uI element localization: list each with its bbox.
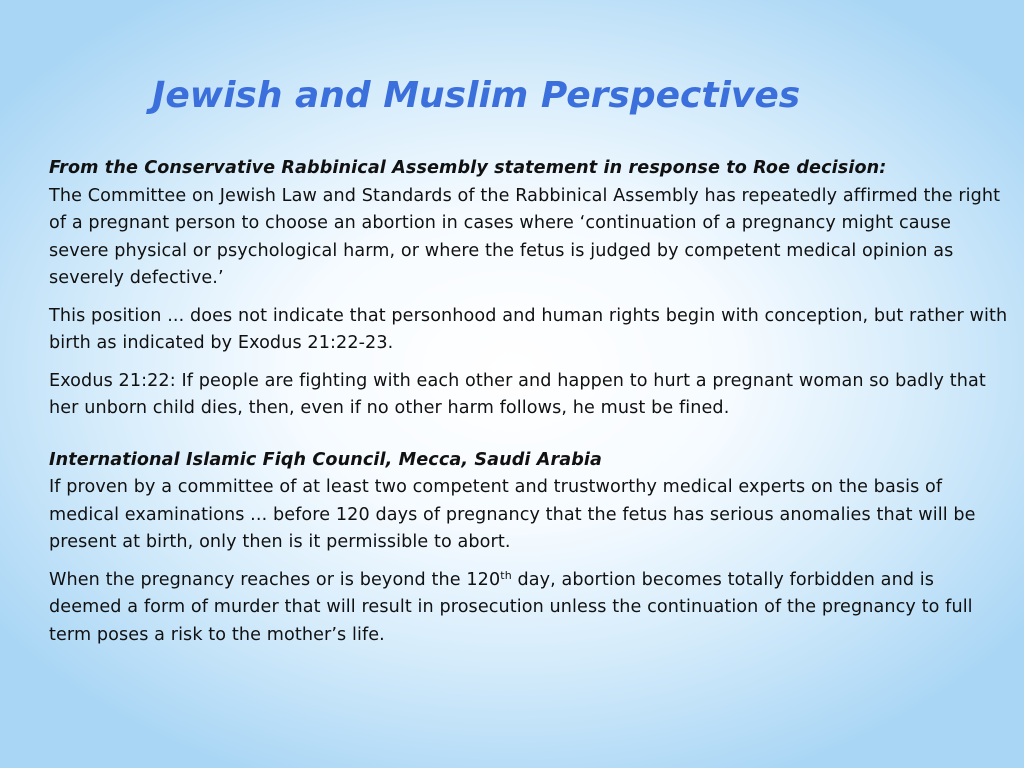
muslim-statement-paragraph: [49, 447, 1009, 557]
slide-title: Jewish and Muslim Perspectives: [152, 75, 801, 116]
exodus-quote-paragraph: Exodus 21:22: If people are fighting with each other and happen to hurt a pregnant woman so badly that her unborn child dies, then, even if no other harm follows, he must be fined.: [49, 370, 986, 418]
slide-body: [49, 155, 1009, 659]
muslim-statement-text: If proven by a committee of at least two competent and trustworthy medical experts on the basis of medical examinations ... before 120 days of pregnancy that the fetus has serious anomalies that will be present at birth, only then is it permissible to abort.: [49, 477, 976, 552]
later-term-text-end: day, abortion becomes totally forbidden and is deemed a form of murder that will result in prosecution unless the continuation of the pregnancy to full term poses a risk to the mother’s life.: [49, 569, 973, 645]
jewish-position-paragraph: This position ... does not indicate that personhood and human rights begin with conception, but rather with birth as indicated by Exodus 21:22-23.: [49, 305, 1008, 353]
jewish-source-heading: From the Conservative Rabbinical Assembly statement in response to Roe decision:: [49, 158, 887, 178]
jewish-statement-paragraph: [49, 155, 1009, 293]
ordinal-suffix: th: [500, 568, 512, 582]
muslim-source-heading: International Islamic Fiqh Council, Mecca, Saudi Arabia: [49, 449, 603, 470]
later-term-text-start: When the pregnancy reaches or is beyond the 120: [49, 569, 501, 590]
muslim-later-term-paragraph: [49, 567, 1009, 650]
jewish-statement-text: The Committee on Jewish Law and Standards of the Rabbinical Assembly has repeatedly affirmed the right of a pregnant person to choose an abortion in cases where ‘continuation of a pregnancy might cause severe physical or psychological harm, or where the fetus is judged by competent medical opinion as severely defective.’: [49, 185, 1001, 288]
